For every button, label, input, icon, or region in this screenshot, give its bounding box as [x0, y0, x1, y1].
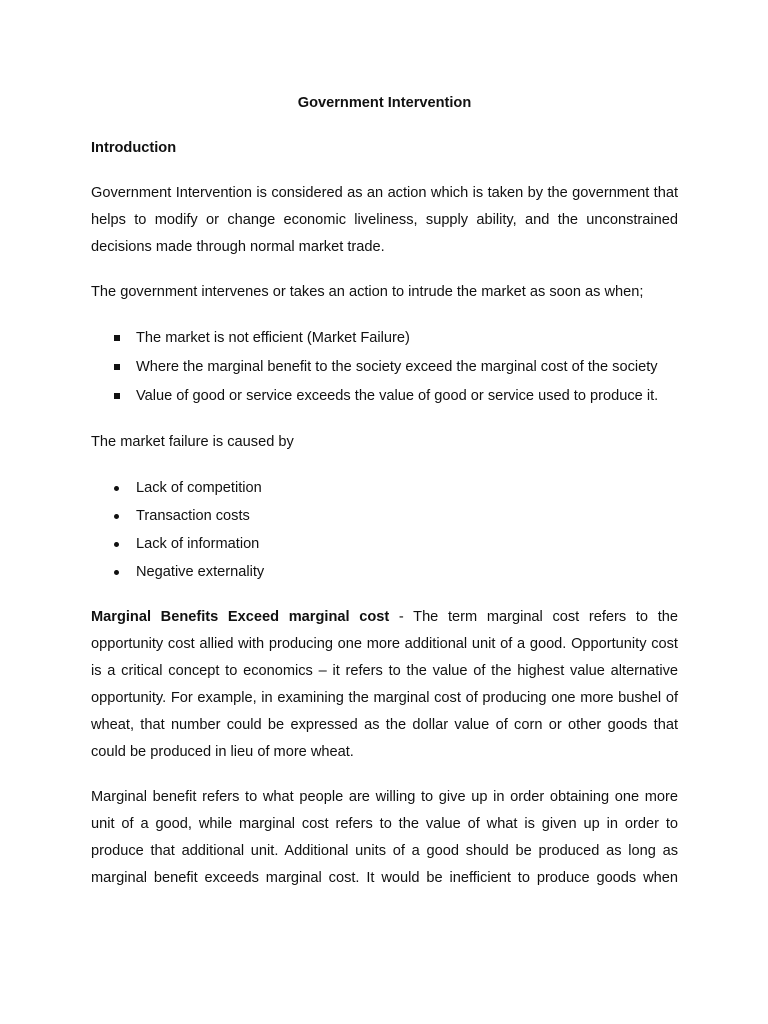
marginal-cost-heading: Marginal Benefits Exceed marginal cost — [91, 609, 390, 625]
list-item — [91, 530, 678, 558]
disc-bullet-icon — [114, 514, 119, 519]
list-item-text: Negative externality — [136, 564, 265, 580]
list-item — [91, 382, 678, 411]
list-item-text: Lack of competition — [136, 480, 262, 496]
intervention-reasons-list — [91, 324, 678, 411]
marginal-cost-paragraph — [91, 604, 678, 766]
list-item — [91, 324, 678, 353]
document-title: Government Intervention — [297, 95, 472, 111]
document-content — [91, 90, 678, 892]
disc-bullet-icon — [114, 570, 119, 575]
square-bullet-icon — [114, 364, 120, 370]
list-item — [91, 353, 678, 382]
disc-bullet-icon — [114, 486, 119, 491]
list-item-text: Transaction costs — [136, 508, 250, 524]
marginal-cost-text: - The term marginal cost refers to the opportunity cost allied with producing one more additional unit of a good. Opportunity cost is a critical concept to economics – it refers to the value of the highest value alternative opportunity. For example, in examining the marginal cost of producing one more bushel of wheat, that number could be expressed as the dollar value of corn or other goods that could be produced in lieu of more wheat. — [91, 609, 678, 760]
introduction-paragraph: Government Intervention is considered as an action which is taken by the government that helps to modify or change economic liveliness, supply ability, and the unconstrained decisions made through normal market trade. — [91, 185, 678, 255]
market-failure-causes-list — [91, 474, 678, 586]
list-item-text: Where the marginal benefit to the society exceed the marginal cost of the society — [136, 359, 658, 375]
market-failure-intro: The market failure is caused by — [91, 434, 294, 450]
disc-bullet-icon — [114, 542, 119, 547]
introduction-heading: Introduction — [91, 140, 177, 156]
list-item-text: Value of good or service exceeds the value of good or service used to produce it. — [136, 388, 659, 404]
list-item-text: Lack of information — [136, 536, 260, 552]
list-item-text: The market is not efficient (Market Failure) — [136, 330, 410, 346]
marginal-benefit-paragraph: Marginal benefit refers to what people are willing to give up in order obtaining one more unit of a good, while marginal cost refers to the value of what is given up in order to produce that additional unit. Additional units of a good should be produced as long as marginal benefit exceeds marginal cost. It would be inefficient to produce goods when — [91, 789, 678, 886]
list-item — [91, 474, 678, 502]
list-item — [91, 502, 678, 530]
square-bullet-icon — [114, 393, 120, 399]
intervenes-paragraph: The government intervenes or takes an action to intrude the market as soon as when; — [91, 284, 644, 300]
list-item — [91, 558, 678, 586]
square-bullet-icon — [114, 335, 120, 341]
